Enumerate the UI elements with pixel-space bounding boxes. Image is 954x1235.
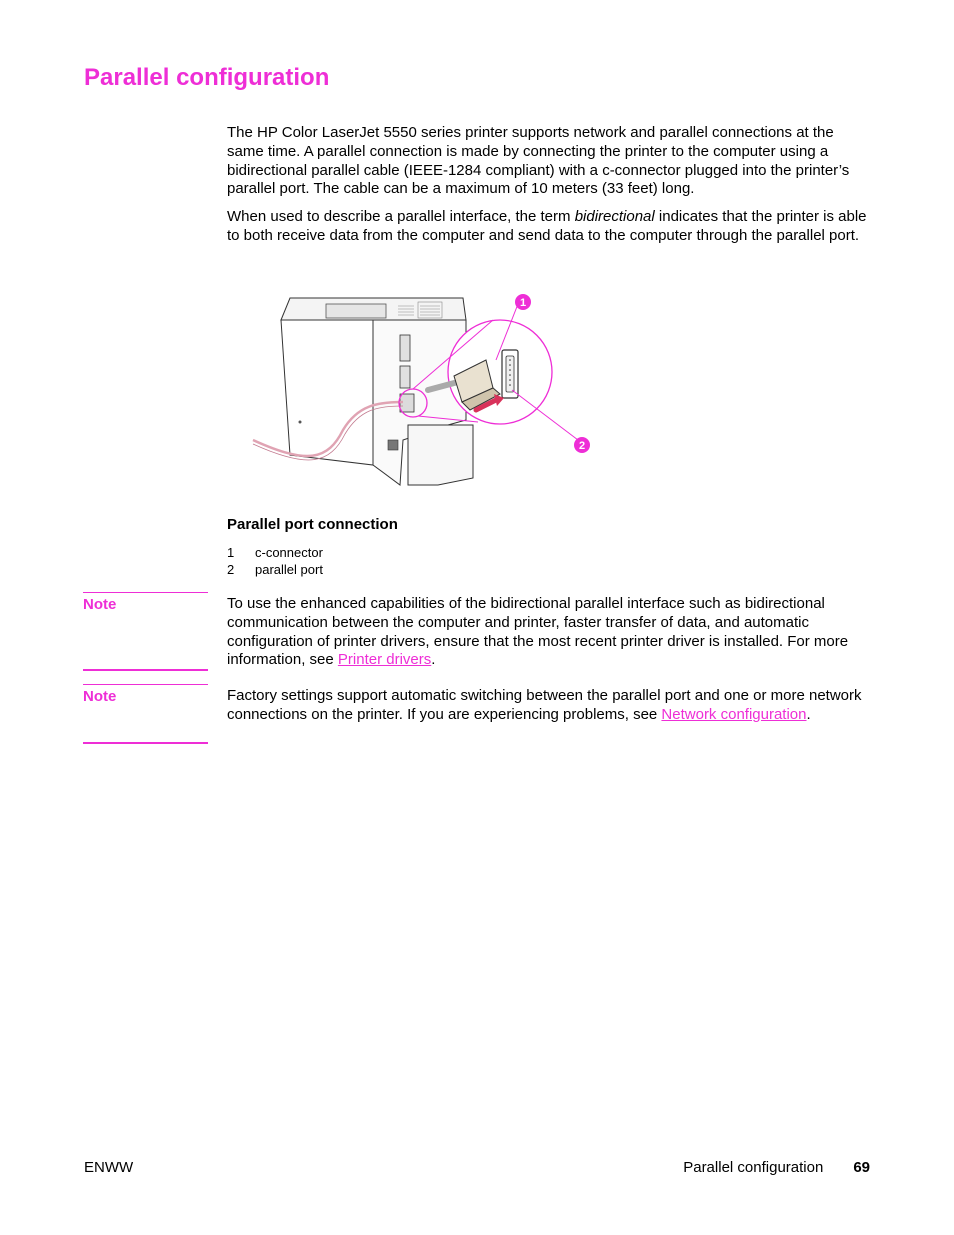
note-2-text-after: . bbox=[806, 705, 811, 723]
note-1-text bbox=[227, 595, 867, 670]
note-2-bottom-rule bbox=[83, 742, 208, 744]
page-title: Parallel configuration bbox=[84, 64, 330, 91]
footer-left-label: ENWW bbox=[84, 1159, 134, 1176]
note-1-top-rule bbox=[83, 592, 208, 593]
note-2-top-rule bbox=[83, 684, 208, 685]
p2-text-before: When used to describe a parallel interface, the term bbox=[227, 208, 575, 225]
note-1-label: Note bbox=[83, 596, 117, 613]
intro-paragraph-1: The HP Color LaserJet 5550 series printer supports network and parallel connections at the same time. A parallel connection is made by connecting the printer to the computer using a bidirectional parallel cable (IEEE-1284 compliant) with a c-connector plugged into the printer’s parallel port. The cable can be a maximum of 10 meters (33 feet) long. bbox=[227, 124, 850, 198]
note-1-text-before: To use the enhanced capabilities of the bidirectional parallel interface such as bidirectional communication between the computer and printer, faster transfer of data, and automatic configuration of printer drivers, ensure that the most recent printer driver is installed. For more information, see bbox=[227, 595, 849, 669]
footer-section-title: Parallel configuration bbox=[683, 1159, 824, 1176]
legend-item bbox=[227, 561, 323, 578]
printer-parallel-port-illustration bbox=[248, 290, 593, 490]
printer-drivers-link[interactable]: Printer drivers bbox=[337, 651, 432, 669]
legend-item bbox=[227, 544, 323, 561]
intro-paragraph-2 bbox=[227, 208, 867, 246]
note-2-text bbox=[227, 687, 867, 725]
network-configuration-link[interactable]: Network configuration bbox=[661, 705, 807, 723]
note-2-text-before: Factory settings support automatic switching between the parallel port and one or more network connections on the printer. If you are experiencing problems, see bbox=[227, 687, 862, 723]
legend-number: 1 bbox=[227, 545, 235, 560]
legend-number: 2 bbox=[227, 562, 235, 577]
footer-right bbox=[683, 1158, 870, 1177]
p2-italic-term: bidirectional bbox=[574, 208, 655, 225]
legend-label: c-connector bbox=[255, 545, 323, 560]
callout-1-label: 1 bbox=[519, 297, 527, 309]
note-1-text-after: . bbox=[431, 651, 436, 669]
page-number: 69 bbox=[853, 1159, 870, 1176]
figure-caption: Parallel port connection bbox=[227, 516, 398, 533]
callout-2-label: 2 bbox=[578, 440, 586, 452]
figure-legend bbox=[227, 544, 323, 578]
legend-label: parallel port bbox=[255, 562, 323, 577]
p2-text-after: indicates that the printer is able to both receive data from the computer and send data to the computer through the parallel port. bbox=[227, 208, 867, 244]
note-2-label: Note bbox=[83, 688, 117, 705]
note-1-bottom-rule bbox=[83, 669, 208, 671]
